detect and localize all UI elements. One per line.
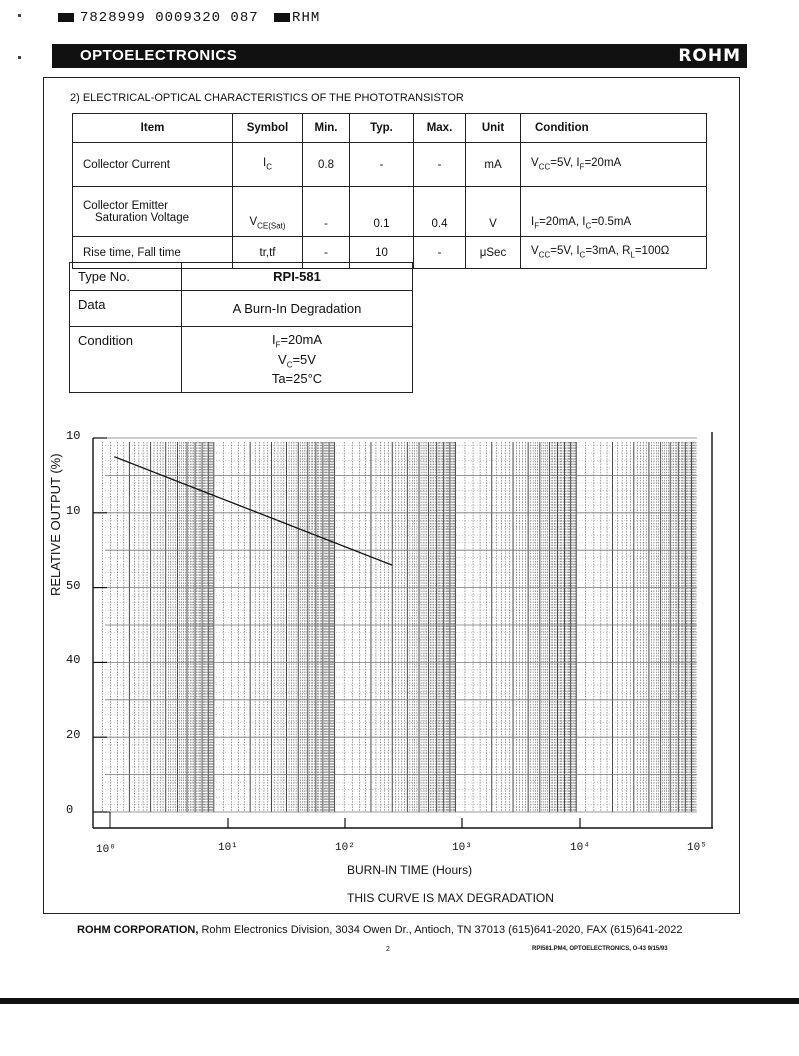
cell-symbol: $V_{CE(Sat)}$ [233,187,303,237]
cell-max: - [414,237,466,269]
condition-label: Condition [70,327,182,393]
cell-max: - [414,143,466,187]
y-tick-label: 50 [66,578,81,593]
cell-condition: $I_F=20mA$, $I_C=0.5mA$ [521,187,707,237]
cell-min: 0.8 [303,143,350,187]
type-value: RPI-581 [182,263,413,291]
column-header: Item [73,114,233,143]
document-id: 7828999 0009320 087 [80,10,259,26]
column-header: Max. [414,114,466,143]
condition-line: $V_C=5V$ [278,351,316,370]
company-name: ROHM CORPORATION, [77,924,199,936]
file-info: RPI581.PM4, OPTOELECTRONICS, O-43 9/15/93 [532,946,668,952]
cell-typ: 10 [350,237,414,269]
cell-unit: mA [466,143,521,187]
cell-min: - [303,237,350,269]
chart-axes [93,432,713,828]
column-header: Typ. [350,114,414,143]
cell-min: - [303,187,350,237]
x-tick-label: 10³ [452,842,472,854]
condition-line: Ta=25°C [271,371,323,387]
y-tick-label: 40 [66,653,81,668]
curve-note: THIS CURVE IS MAX DEGRADATION [347,891,554,905]
cell-item: Collector Emitter Saturation Voltage [73,187,233,237]
data-value: A Burn-In Degradation [182,291,413,327]
bottom-rule [0,998,799,1004]
y-tick-label: 10 [66,429,81,443]
y-tick-label: 10 [66,503,81,518]
cell-condition: $V_{CC}=5V$, $I_C=3mA$, $R_L=100\Omega$ [521,237,707,269]
cell-condition: $V_{CC}=5V$, $I_F=20mA$ [521,143,707,187]
cell-typ: 0.1 [350,187,414,237]
banner-title: OPTOELECTRONICS [80,47,238,64]
x-tick-label: 10² [335,842,355,854]
cell-symbol: tr,tf [233,237,303,269]
x-tick-label: 10¹ [218,842,238,854]
cell-max: 0.4 [414,187,466,237]
condition-line: $I_F=20mA$ [271,332,323,350]
x-tick-label: 10⁵ [687,842,707,854]
cell-item: Rise time, Fall time [73,237,233,269]
y-tick-label: 20 [66,728,81,743]
data-label: Data [70,291,182,327]
cell-symbol: $I_C$ [233,143,303,187]
y-tick-label: 0 [66,803,74,817]
cell-unit: V [466,187,521,237]
rohm-logo: ROHM [678,46,741,66]
chart-series [114,457,392,565]
document-id-suffix: RHM [292,10,321,26]
footer-address [77,924,682,936]
x-axis-label: BURN-IN TIME (Hours) [347,863,473,877]
degradation-curve [114,457,392,565]
x-tick-label: 10⁰ [96,844,116,856]
cell-typ: - [350,143,414,187]
x-tick-label: 10⁴ [570,842,590,854]
type-label: Type No. [70,263,182,291]
cell-unit: μSec [466,237,521,269]
company-address: Rohm Electronics Division, 3034 Owen Dr., Antioch, TN 37013 (615)641-2020, FAX (615)641-2022 [198,924,683,936]
cell-item: Collector Current [73,143,233,187]
column-header: Min. [303,114,350,143]
page-number: 2 [386,946,390,953]
column-header: Condition [521,114,707,143]
column-header: Unit [466,114,521,143]
chart-grid [103,438,697,812]
y-axis-label: RELATIVE OUTPUT (%) [48,453,63,596]
section-title: 2) ELECTRICAL-OPTICAL CHARACTERISTICS OF THE PHOTOTRANSISTOR [70,92,464,104]
column-header: Symbol [233,114,303,143]
